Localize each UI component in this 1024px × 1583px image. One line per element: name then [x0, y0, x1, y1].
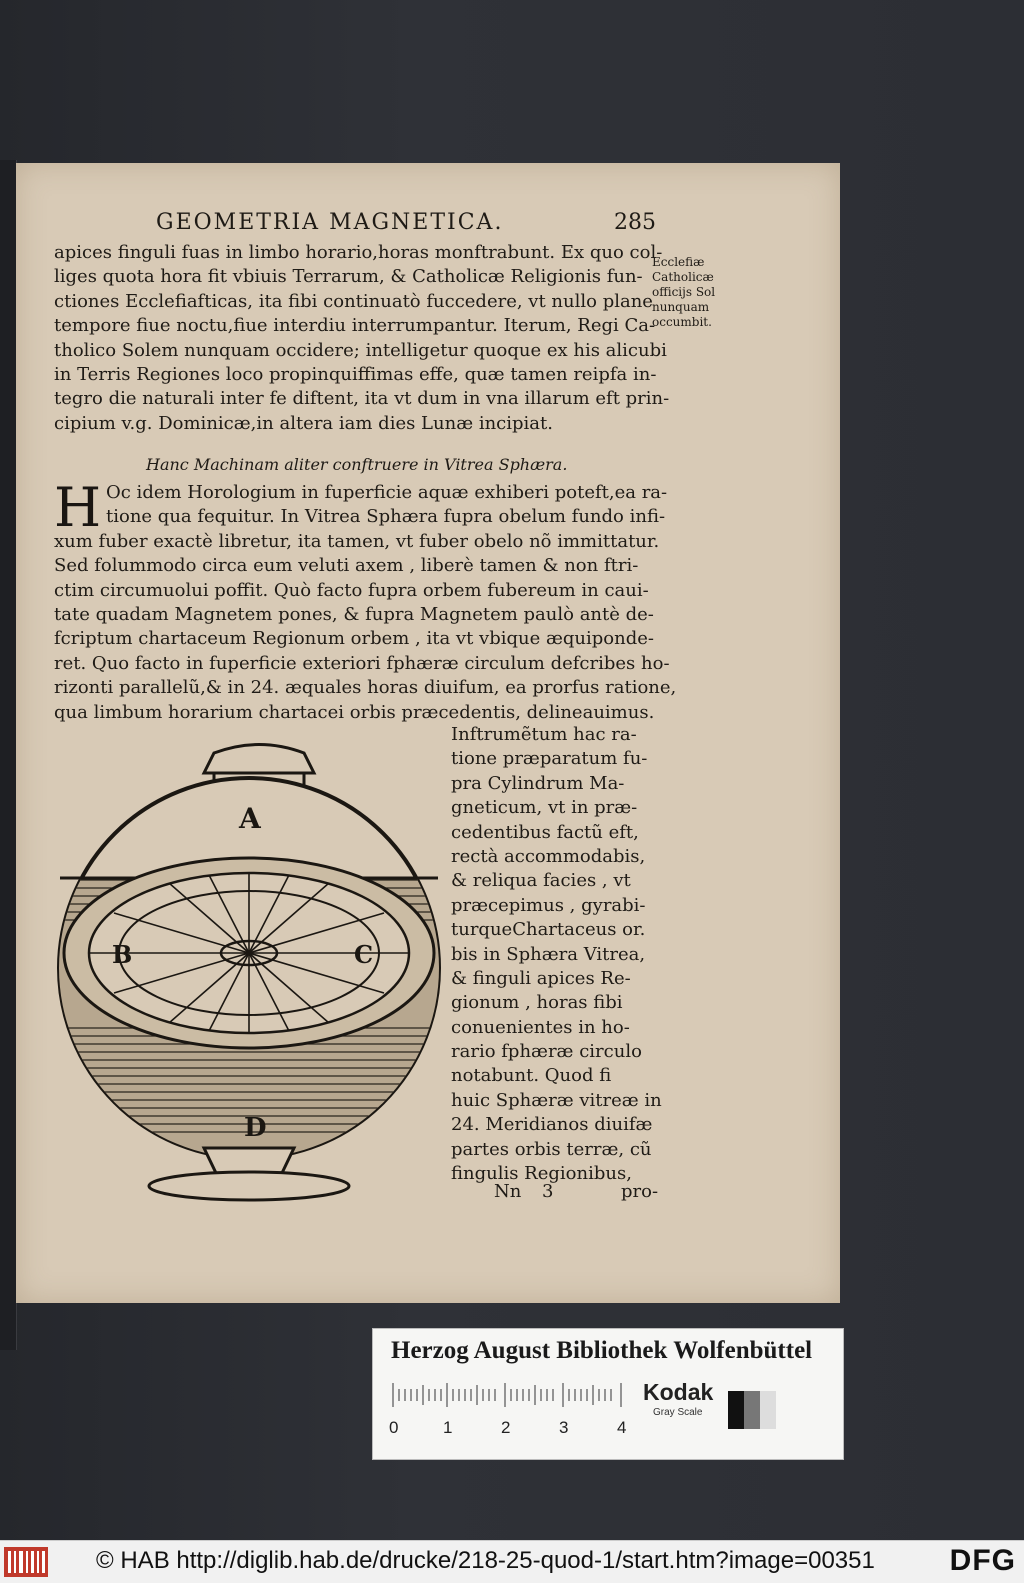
text-line: rectà accommodabis, — [451, 845, 646, 867]
text-line: turqueChartaceus or. — [451, 919, 646, 941]
running-head-title: GEOMETRIA MAGNETICA. — [156, 210, 504, 235]
text-line: liges quota hora fit vbiuis Terrarum, & Catholicæ Religionis fun- — [54, 266, 643, 288]
gray-scale-label: Gray Scale — [653, 1407, 703, 1418]
footer-bar — [0, 1540, 1024, 1583]
text-line: xum fuber exactè libretur, ita tamen, vt fuber obelo nõ immittatur. — [54, 530, 660, 552]
figure-label-a: A — [239, 802, 261, 835]
gray-scale-patch — [728, 1391, 776, 1429]
running-head — [156, 210, 656, 235]
figure-label-b: B — [112, 940, 133, 969]
text-line: tate quadam Magnetem pones, & fupra Magnetem paulò antè de- — [54, 603, 654, 625]
kodak-logo: Kodak — [643, 1379, 714, 1405]
ruler-number: 4 — [617, 1418, 627, 1437]
figure-label-c: C — [354, 940, 374, 969]
book-page — [16, 163, 840, 1303]
barcode-icon — [4, 1547, 48, 1577]
text-line: conuenientes in ho- — [451, 1016, 630, 1038]
text-line: tholico Solem nunquam occidere; intelligetur quoque ex his alicubi — [54, 339, 667, 361]
drop-capital: H — [54, 476, 102, 539]
text-line: rizonti parallelũ,& in 24. æquales horas diuifum, ea prorfus ratione, — [54, 677, 677, 699]
text-line: Inftrumẽtum hac ra- — [451, 724, 637, 745]
figure-label-d: D — [244, 1113, 267, 1143]
paragraph-1 — [54, 241, 670, 436]
ruler-number: 2 — [501, 1418, 511, 1437]
text-line: ctim circumuolui poffit. Quò facto fupra orbem fubereum in caui- — [54, 579, 649, 601]
text-line: tempore fiue noctu,fiue interdiu interrumpantur. Iterum, Regi Ca- — [54, 315, 656, 337]
text-line: ctiones Ecclefiafticas, ita fibi continuatò fuccedere, vt nullo plane — [54, 290, 653, 312]
text-line: in Terris Regiones loco propinquiffimas effe, quæ tamen reipfa in- — [54, 363, 657, 385]
page-number: 285 — [614, 210, 656, 235]
text-line: Oc idem Horologium in fuperficie aquæ exhiberi poteft,ea ra- — [106, 482, 668, 503]
text-line: tione qua fequitur. In Vitrea Sphæra fupra obelum fundo infi- — [106, 506, 666, 528]
text-line: fingulis Regionibus, — [451, 1163, 632, 1185]
text-line: pra Cylindrum Ma- — [451, 772, 625, 794]
glass-sphere-woodcut — [54, 728, 454, 1208]
text-line: bis in Sphæra Vitrea, — [451, 943, 646, 965]
gloss-line: occumbit. — [652, 315, 712, 329]
library-color-card — [372, 1328, 844, 1460]
text-line: apices finguli fuas in limbo horario,horas monftrabunt. Ex quo col- — [54, 242, 663, 263]
text-line: fcriptum chartaceum Regionum orbem , ita vt vbique æquiponde- — [54, 628, 654, 650]
signature-number: 3 — [542, 1181, 554, 1202]
ruler-number: 0 — [389, 1418, 399, 1437]
text-line: & finguli apices Re- — [451, 967, 631, 989]
text-line: tione præparatum fu- — [451, 748, 648, 770]
text-line: ret. Quo facto in fuperficie exteriori fphæræ circulum defcribes ho- — [54, 652, 670, 674]
scale-ruler — [389, 1377, 629, 1447]
ruler-number: 1 — [443, 1418, 453, 1437]
gloss-line: nunquam — [652, 300, 710, 314]
paragraph-2 — [54, 476, 677, 725]
book-board-edge — [0, 160, 17, 1350]
marginal-gloss — [652, 255, 752, 330]
text-line: notabunt. Quod fi — [451, 1065, 612, 1087]
text-line: partes orbis terræ, cũ — [451, 1138, 652, 1160]
copyright-url[interactable]: © HAB http://diglib.hab.de/drucke/218-25-quod-1/start.htm?image=00351 — [96, 1547, 875, 1574]
text-line: 24. Meridianos diuifæ — [451, 1114, 653, 1136]
text-line: rario fphæræ circulo — [451, 1041, 642, 1063]
text-line: huic Sphæræ vitreæ in — [451, 1089, 662, 1111]
gloss-line: Catholicæ — [652, 270, 714, 284]
text-line: qua limbum horarium chartacei orbis præcedentis, delineauimus. — [54, 701, 655, 723]
text-line: præcepimus , gyrabi- — [451, 894, 646, 916]
section-heading: Hanc Machinam aliter conftruere in Vitrea Sphæra. — [146, 455, 568, 474]
side-column-text — [451, 723, 671, 1186]
text-line: tegro die naturali inter fe diftent, ita vt dum in vna illarum eft prin- — [54, 388, 670, 410]
gloss-line: Ecclefiæ — [652, 255, 705, 269]
text-line: cedentibus factũ eft, — [451, 821, 639, 843]
ruler-number: 3 — [559, 1418, 569, 1437]
gloss-line: officijs Sol — [652, 285, 716, 299]
text-line: gneticum, vt in præ- — [451, 797, 638, 819]
text-line: Sed folummodo circa eum veluti axem , liberè tamen & non ftri- — [54, 555, 639, 577]
text-line: cipium v.g. Dominicæ,in altera iam dies Lunæ incipiat. — [54, 412, 553, 434]
text-line: gionum , horas fibi — [451, 992, 623, 1014]
library-name: Herzog August Bibliothek Wolfenbüttel — [391, 1337, 813, 1364]
text-line: & reliqua facies , vt — [451, 870, 631, 892]
catchword: pro- — [621, 1181, 659, 1202]
signature-mark: Nn — [494, 1181, 522, 1202]
dfg-logo: DFG — [949, 1544, 1016, 1577]
